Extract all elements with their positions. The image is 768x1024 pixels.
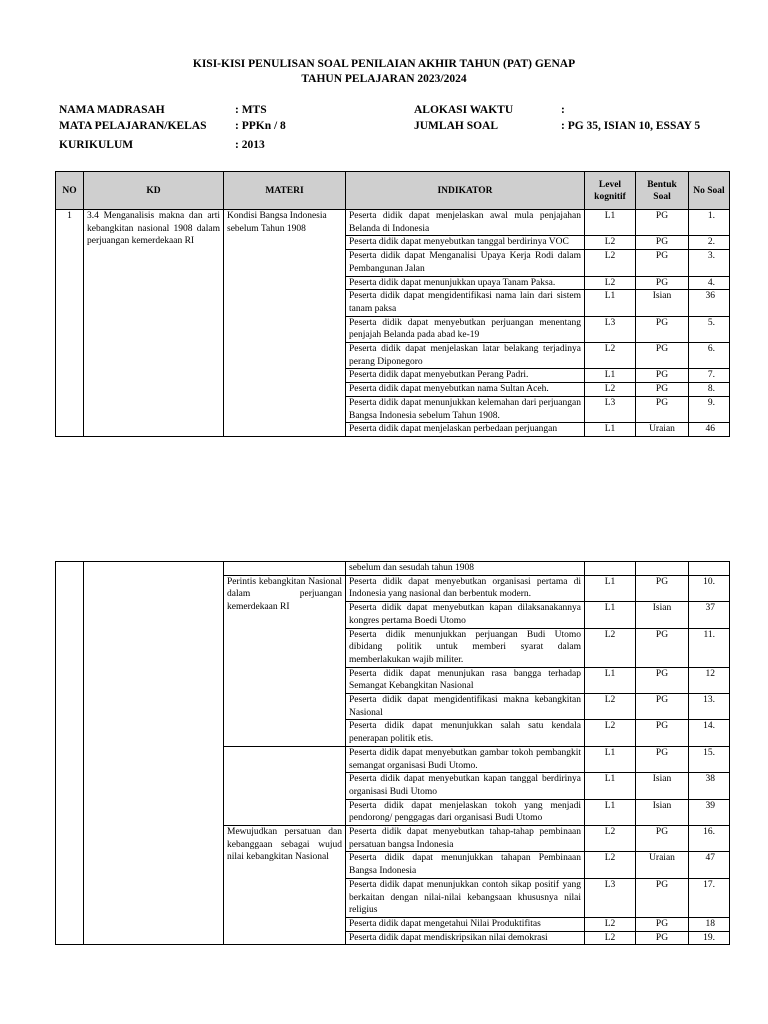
indikator-cell: Peserta didik dapat mendiskripsikan nilai demokrasi <box>346 931 585 945</box>
level-cell: L3 <box>585 396 636 422</box>
bentuk-cell: Isian <box>636 799 689 825</box>
madrasah-label: NAMA MADRASAH <box>59 104 165 116</box>
bentuk-cell: PG <box>636 343 689 369</box>
indikator-cell: Peserta didik dapat mengetahui Nilai Produktifitas <box>346 917 585 931</box>
indikator-cell: Peserta didik dapat menyebutkan tahap-tahap pembinaan persatuan bangsa Indonesia <box>346 826 585 852</box>
indikator-cell: Peserta didik dapat menunjukkan contoh sikap positif yang berkaitan dengan nilai-nilai kebangsaan khususnya nilai religius <box>346 878 585 917</box>
level-cell: L1 <box>585 575 636 601</box>
indikator-cell: Peserta didik menunjukkan perjuangan Budi Utomo dibidang politik untuk memberi syarat dalam memberlakukan wajib militer. <box>346 628 585 667</box>
level-cell: L1 <box>585 602 636 628</box>
bentuk-cell: PG <box>636 720 689 746</box>
nosoal-cell: 37 <box>689 602 730 628</box>
indikator-cell: Peserta didik dapat menunjukan rasa bangga terhadap Semangat Kebangkitan Nasional <box>346 667 585 693</box>
level-cell: L1 <box>585 773 636 799</box>
level-cell: L1 <box>585 746 636 772</box>
indikator-cell: Peserta didik dapat menyebutkan kapan tanggal berdirinya organisasi Budi Utomo <box>346 773 585 799</box>
materi-cell: Mewujudkan persatuan dan kebanggaan sebagai wujud nilai kebangkitan Nasional <box>224 826 346 945</box>
indikator-cell: Peserta didik dapat mengidentifikasi nama lain dari sistem tanam paksa <box>346 290 585 316</box>
nosoal-cell: 11. <box>689 628 730 667</box>
header-bentuk: Bentuk Soal <box>636 172 689 210</box>
level-cell: L1 <box>585 423 636 437</box>
no-cell: 1 <box>56 210 84 437</box>
level-cell: L2 <box>585 250 636 276</box>
nosoal-cell: 8. <box>689 383 730 397</box>
indikator-cell: sebelum dan sesudah tahun 1908 <box>346 562 585 576</box>
level-cell: L3 <box>585 878 636 917</box>
table-row <box>56 562 730 576</box>
materi-cell: Kondisi Bangsa Indonesia sebelum Tahun 1908 <box>224 210 346 437</box>
level-cell: L2 <box>585 917 636 931</box>
jumlah-label: JUMLAH SOAL <box>414 120 499 132</box>
indikator-cell: Peserta didik dapat menyebutkan organisasi pertama di Indonesia yang nasional dan berbentuk modern. <box>346 575 585 601</box>
nosoal-cell: 18 <box>689 917 730 931</box>
bentuk-cell: Uraian <box>636 852 689 878</box>
nosoal-cell: 46 <box>689 423 730 437</box>
waktu-value: : <box>561 104 565 116</box>
nosoal-cell: 5. <box>689 316 730 342</box>
nosoal-cell: 36 <box>689 290 730 316</box>
kd-cell <box>84 562 224 945</box>
nosoal-cell: 4. <box>689 276 730 290</box>
table-row <box>56 210 730 236</box>
materi-cell <box>224 746 346 825</box>
bentuk-cell: PG <box>636 575 689 601</box>
level-cell: L1 <box>585 667 636 693</box>
nosoal-cell: 15. <box>689 746 730 772</box>
level-cell: L2 <box>585 383 636 397</box>
document-title: KISI-KISI PENULISAN SOAL PENILAIAN AKHIR TAHUN (PAT) GENAP <box>192 58 576 70</box>
bentuk-cell: PG <box>636 210 689 236</box>
bentuk-cell: PG <box>636 931 689 945</box>
nosoal-cell: 10. <box>689 575 730 601</box>
bentuk-cell: PG <box>636 667 689 693</box>
grid-table-page1 <box>55 171 730 437</box>
document-subtitle: TAHUN PELAJARAN 2023/2024 <box>301 73 467 85</box>
indikator-cell: Peserta didik dapat menyebutkan kapan dilaksanakannya kongres pertama Boedi Utomo <box>346 602 585 628</box>
level-cell: L2 <box>585 236 636 250</box>
bentuk-cell: PG <box>636 316 689 342</box>
level-cell: L3 <box>585 316 636 342</box>
nosoal-cell: 38 <box>689 773 730 799</box>
level-cell: L1 <box>585 290 636 316</box>
header-nosoal: No Soal <box>689 172 730 210</box>
nosoal-cell: 14. <box>689 720 730 746</box>
nosoal-cell: 13. <box>689 694 730 720</box>
bentuk-cell: PG <box>636 826 689 852</box>
level-cell: L2 <box>585 720 636 746</box>
level-cell: L2 <box>585 826 636 852</box>
level-cell: L1 <box>585 369 636 383</box>
nosoal-cell: 2. <box>689 236 730 250</box>
mapel-value: : PPKn / 8 <box>235 120 286 132</box>
grid-table-page2 <box>55 561 730 945</box>
header-kd: KD <box>84 172 224 210</box>
indikator-cell: Peserta didik dapat menyebutkan gambar tokoh pembangkit semangat organisasi Budi Utomo. <box>346 746 585 772</box>
bentuk-cell: Isian <box>636 773 689 799</box>
indikator-cell: Peserta didik dapat menunjukkan tahapan Pembinaan Bangsa Indonesia <box>346 852 585 878</box>
bentuk-cell: PG <box>636 250 689 276</box>
bentuk-cell: PG <box>636 878 689 917</box>
header-indikator: INDIKATOR <box>346 172 585 210</box>
nosoal-cell <box>689 562 730 576</box>
indikator-cell: Peserta didik dapat menunjukkan upaya Tanam Paksa. <box>346 276 585 290</box>
bentuk-cell: PG <box>636 746 689 772</box>
bentuk-cell: Isian <box>636 602 689 628</box>
nosoal-cell: 1. <box>689 210 730 236</box>
level-cell: L1 <box>585 799 636 825</box>
indikator-cell: Peserta didik dapat menunjukkan kelemahan dari perjuangan Bangsa Indonesia sebelum Tahun 1908. <box>346 396 585 422</box>
header-level: Level kognitif <box>585 172 636 210</box>
kurikulum-value: : 2013 <box>235 139 265 151</box>
materi-cell <box>224 562 346 576</box>
bentuk-cell: PG <box>636 236 689 250</box>
bentuk-cell: PG <box>636 396 689 422</box>
bentuk-cell: PG <box>636 383 689 397</box>
nosoal-cell: 47 <box>689 852 730 878</box>
indikator-cell: Peserta didik dapat menunjukkan salah satu kendala penerapan politik etis. <box>346 720 585 746</box>
bentuk-cell <box>636 562 689 576</box>
bentuk-cell: PG <box>636 694 689 720</box>
kurikulum-label: KURIKULUM <box>59 139 134 151</box>
header-no: NO <box>56 172 84 210</box>
madrasah-value: : MTS <box>235 104 267 116</box>
level-cell: L2 <box>585 343 636 369</box>
indikator-cell: Peserta didik dapat menyebutkan perjuangan menentang penjajah Belanda pada abad ke-19 <box>346 316 585 342</box>
level-cell: L1 <box>585 210 636 236</box>
indikator-cell: Peserta didik dapat menjelaskan awal mula penjajahan Belanda di Indonesia <box>346 210 585 236</box>
mapel-label: MATA PELAJARAN/KELAS <box>59 120 207 132</box>
indikator-cell: Peserta didik dapat menyebutkan Perang Padri. <box>346 369 585 383</box>
indikator-cell: Peserta didik dapat Menganalisi Upaya Kerja Rodi dalam Pembangunan Jalan <box>346 250 585 276</box>
bentuk-cell: Uraian <box>636 423 689 437</box>
level-cell: L2 <box>585 931 636 945</box>
nosoal-cell: 19. <box>689 931 730 945</box>
nosoal-cell: 3. <box>689 250 730 276</box>
materi-cell: Perintis kebangkitan Nasional dalam perjuangan kemerdekaan RI <box>224 575 346 746</box>
no-cell <box>56 562 84 945</box>
level-cell: L2 <box>585 694 636 720</box>
kd-cell: 3.4 Menganalisis makna dan arti kebangkitan nasional 1908 dalam perjuangan kemerdekaan RI <box>84 210 224 437</box>
nosoal-cell: 6. <box>689 343 730 369</box>
indikator-cell: Peserta didik dapat menjelaskan perbedaan perjuangan <box>346 423 585 437</box>
bentuk-cell: Isian <box>636 290 689 316</box>
indikator-cell: Peserta didik dapat menyebutkan nama Sultan Aceh. <box>346 383 585 397</box>
jumlah-value: : PG 35, ISIAN 10, ESSAY 5 <box>561 120 701 132</box>
bentuk-cell: PG <box>636 369 689 383</box>
nosoal-cell: 12 <box>689 667 730 693</box>
bentuk-cell: PG <box>636 917 689 931</box>
nosoal-cell: 16. <box>689 826 730 852</box>
indikator-cell: Peserta didik dapat menjelaskan tokoh yang menjadi pendorong/ penggagas dari organisasi Budi Utomo <box>346 799 585 825</box>
level-cell: L2 <box>585 628 636 667</box>
indikator-cell: Peserta didik dapat menyebutkan tanggal berdirinya VOC <box>346 236 585 250</box>
level-cell <box>585 562 636 576</box>
nosoal-cell: 39 <box>689 799 730 825</box>
bentuk-cell: PG <box>636 276 689 290</box>
nosoal-cell: 17. <box>689 878 730 917</box>
level-cell: L2 <box>585 852 636 878</box>
indikator-cell: Peserta didik dapat menjelaskan latar belakang terjadinya perang Diponegoro <box>346 343 585 369</box>
waktu-label: ALOKASI WAKTU <box>414 104 514 116</box>
nosoal-cell: 9. <box>689 396 730 422</box>
indikator-cell: Peserta didik dapat mengidentifikasi makna kebangkitan Nasional <box>346 694 585 720</box>
nosoal-cell: 7. <box>689 369 730 383</box>
level-cell: L2 <box>585 276 636 290</box>
header-materi: MATERI <box>224 172 346 210</box>
bentuk-cell: PG <box>636 628 689 667</box>
